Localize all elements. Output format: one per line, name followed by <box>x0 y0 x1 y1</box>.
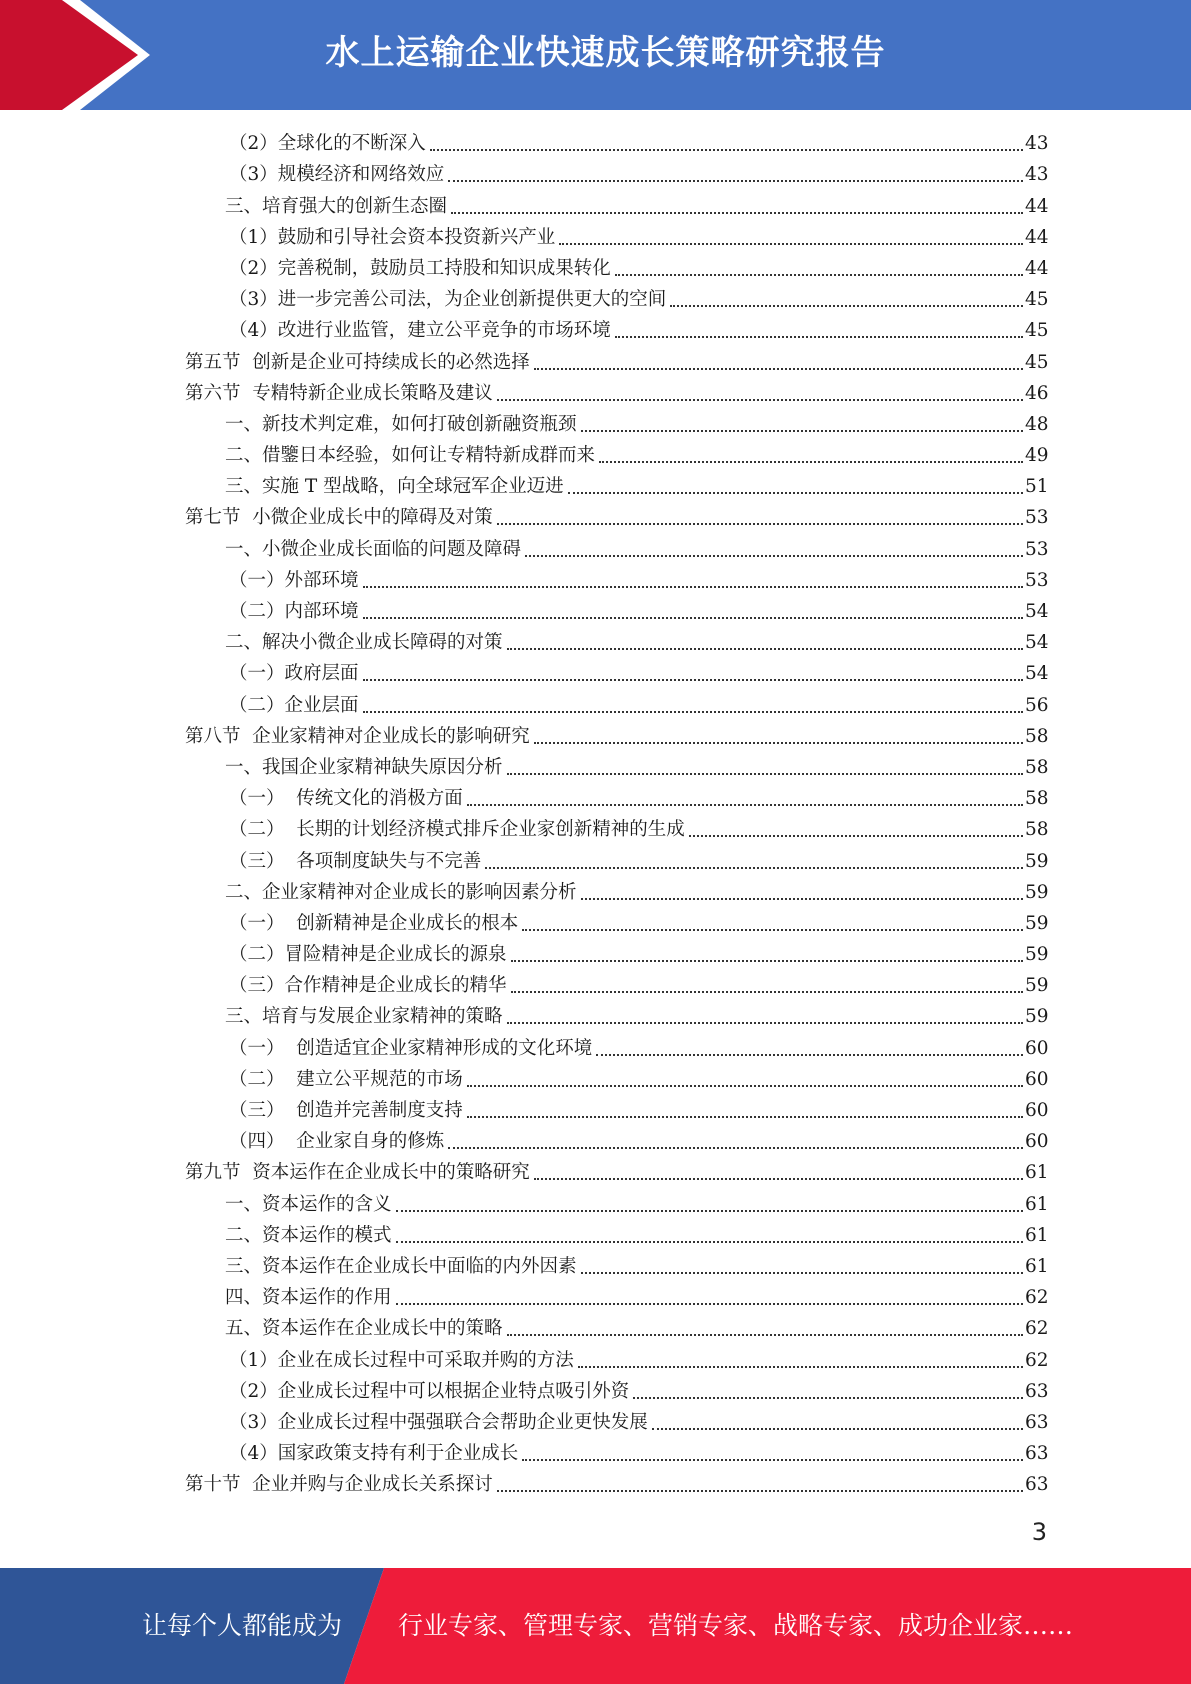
toc-dot-leader <box>507 648 1023 650</box>
toc-entry[interactable] <box>0 1251 1191 1282</box>
toc-entry-page: 51 <box>1025 476 1049 498</box>
toc-entry-page: 53 <box>1025 507 1049 529</box>
toc-entry-label: （一） 传统文化的消极方面 <box>229 788 463 810</box>
toc-entry-label: 三、培育强大的创新生态圈 <box>225 195 448 217</box>
toc-entry[interactable] <box>0 1438 1191 1469</box>
toc-entry-page: 44 <box>1025 226 1049 248</box>
toc-dot-leader <box>581 1272 1023 1274</box>
toc-entry[interactable] <box>0 1001 1191 1032</box>
toc-dot-leader <box>568 492 1023 494</box>
toc-entry-label: 三、资本运作在企业成长中面临的内外因素 <box>225 1255 577 1277</box>
toc-entry-page: 59 <box>1025 912 1049 934</box>
toc-entry[interactable] <box>0 1064 1191 1095</box>
table-of-contents <box>0 128 1191 1500</box>
toc-entry-page: 54 <box>1025 632 1049 654</box>
toc-dot-leader <box>448 180 1023 182</box>
toc-entry[interactable] <box>0 190 1191 221</box>
toc-dot-leader <box>497 523 1023 525</box>
toc-entry-label: （四） 企业家自身的修炼 <box>229 1131 445 1153</box>
toc-entry[interactable] <box>0 1376 1191 1407</box>
toc-entry[interactable] <box>0 1282 1191 1313</box>
toc-entry[interactable] <box>0 159 1191 190</box>
toc-entry[interactable] <box>0 1095 1191 1126</box>
toc-entry-page: 62 <box>1025 1318 1049 1340</box>
toc-entry-label: （二）内部环境 <box>229 601 359 622</box>
toc-entry-label: 第九节 资本运作在企业成长中的策略研究 <box>185 1162 530 1184</box>
toc-entry-label: （二） 建立公平规范的市场 <box>229 1068 463 1090</box>
toc-dot-leader <box>507 773 1023 775</box>
toc-dot-leader <box>507 1022 1023 1024</box>
toc-entry-label: （二）冒险精神是企业成长的源泉 <box>229 944 507 966</box>
toc-entry-page: 58 <box>1025 725 1049 747</box>
toc-dot-leader <box>615 274 1023 276</box>
toc-entry-page: 58 <box>1025 756 1049 778</box>
toc-entry-page: 43 <box>1025 133 1049 155</box>
toc-entry[interactable] <box>0 1220 1191 1251</box>
toc-dot-leader <box>581 430 1023 432</box>
toc-dot-leader <box>633 1397 1023 1399</box>
toc-entry-page: 48 <box>1025 413 1049 435</box>
toc-entry-label: 三、实施 T 型战略，向全球冠军企业迈进 <box>225 476 564 498</box>
toc-dot-leader <box>448 1147 1023 1149</box>
toc-entry-page: 45 <box>1025 289 1049 311</box>
toc-entry-label: 二、解决小微企业成长障碍的对策 <box>225 632 503 654</box>
toc-dot-leader <box>522 1459 1023 1461</box>
toc-entry-page: 56 <box>1025 694 1049 716</box>
toc-entry-label: 二、借鑒日本经验，如何让专精特新成群而来 <box>225 445 596 467</box>
toc-entry-label: （二）企业层面 <box>229 694 359 716</box>
toc-entry-label: （三）合作精神是企业成长的精华 <box>229 975 507 997</box>
toc-entry-label: （二） 长期的计划经济模式排斥企业家创新精神的生成 <box>229 819 685 841</box>
toc-entry-page: 61 <box>1025 1255 1049 1277</box>
toc-entry[interactable] <box>0 440 1191 471</box>
toc-entry-label: （一） 创造适宜企业家精神形成的文化环境 <box>229 1037 593 1059</box>
toc-dot-leader <box>396 1210 1023 1212</box>
toc-entry[interactable] <box>0 315 1191 346</box>
toc-entry[interactable] <box>0 596 1191 627</box>
toc-entry-label: （1）鼓励和引导社会资本投资新兴产业 <box>229 226 556 248</box>
toc-entry-label: 二、资本运作的模式 <box>225 1224 392 1246</box>
toc-entry-label: （三） 各项制度缺失与不完善 <box>229 850 482 872</box>
footer-slogan-left: 让每个人都能成为 <box>142 1611 343 1640</box>
toc-entry-label: 一、新技术判定难，如何打破创新融资瓶颈 <box>225 413 577 435</box>
toc-entry[interactable] <box>0 1313 1191 1344</box>
toc-dot-leader <box>497 1490 1023 1492</box>
toc-entry-label: 二、企业家精神对企业成长的影响因素分析 <box>225 881 577 903</box>
toc-entry-label: 四、资本运作的作用 <box>225 1287 392 1309</box>
toc-entry-page: 61 <box>1025 1224 1049 1246</box>
toc-dot-leader <box>596 1054 1023 1056</box>
footer-slogan-right: 行业专家、管理专家、营销专家、战略专家、成功企业家…… <box>398 1611 1074 1640</box>
toc-dot-leader <box>615 336 1023 338</box>
toc-dot-leader <box>599 461 1023 463</box>
toc-entry-page: 53 <box>1025 569 1049 591</box>
toc-entry-page: 45 <box>1025 320 1049 342</box>
toc-entry-label: 一、我国企业家精神缺失原因分析 <box>225 756 503 778</box>
toc-entry-page: 59 <box>1025 975 1049 997</box>
toc-dot-leader <box>451 212 1023 214</box>
toc-entry[interactable] <box>0 471 1191 502</box>
toc-entry[interactable] <box>0 658 1191 689</box>
toc-entry-page: 49 <box>1025 445 1049 467</box>
toc-dot-leader <box>581 898 1023 900</box>
toc-entry-page: 59 <box>1025 881 1049 903</box>
toc-entry-page: 60 <box>1025 1068 1049 1090</box>
header-banner <box>0 0 1191 110</box>
toc-entry-page: 63 <box>1025 1411 1049 1433</box>
toc-entry-label: 第十节 企业并购与企业成长关系探讨 <box>185 1474 493 1496</box>
page-number: 3 <box>1031 1518 1047 1546</box>
toc-dot-leader <box>652 1428 1023 1430</box>
toc-entry-page: 63 <box>1025 1380 1049 1402</box>
footer-banner <box>0 1568 1191 1684</box>
toc-entry-page: 60 <box>1025 1037 1049 1059</box>
toc-entry-page: 58 <box>1025 819 1049 841</box>
toc-dot-leader <box>559 243 1023 245</box>
toc-entry-page: 54 <box>1025 663 1049 685</box>
toc-entry-page: 61 <box>1025 1193 1049 1215</box>
toc-entry-page: 59 <box>1025 850 1049 872</box>
toc-entry[interactable] <box>0 689 1191 720</box>
toc-entry[interactable] <box>0 970 1191 1001</box>
toc-entry[interactable] <box>0 783 1191 814</box>
toc-entry[interactable] <box>0 1188 1191 1219</box>
toc-entry[interactable] <box>0 533 1191 564</box>
toc-entry-label: 三、培育与发展企业家精神的策略 <box>225 1006 503 1028</box>
toc-entry[interactable] <box>0 409 1191 440</box>
toc-entry-label: 第七节 小微企业成长中的障碍及对策 <box>185 507 493 529</box>
toc-entry[interactable] <box>0 284 1191 315</box>
toc-entry-page: 53 <box>1025 538 1049 560</box>
toc-entry-label: 五、资本运作在企业成长中的策略 <box>225 1318 503 1340</box>
toc-dot-leader <box>522 929 1023 931</box>
toc-entry-page: 44 <box>1025 257 1049 279</box>
toc-entry-page: 46 <box>1025 382 1049 404</box>
toc-entry-label: （一） 创新精神是企业成长的根本 <box>229 912 519 934</box>
toc-dot-leader <box>363 711 1023 713</box>
toc-entry-page: 63 <box>1025 1474 1049 1496</box>
report-title: 水上运输企业快速成长策略研究报告 <box>325 33 886 73</box>
toc-entry-page: 60 <box>1025 1100 1049 1121</box>
toc-entry-label: 第八节 企业家精神对企业成长的影响研究 <box>185 725 530 747</box>
toc-entry[interactable] <box>0 502 1191 533</box>
toc-entry[interactable] <box>0 752 1191 783</box>
toc-dot-leader <box>467 804 1023 806</box>
toc-entry-page: 59 <box>1025 944 1049 966</box>
toc-entry-page: 44 <box>1025 195 1049 217</box>
toc-entry[interactable] <box>0 1157 1191 1188</box>
toc-dot-leader <box>534 1178 1023 1180</box>
toc-dot-leader <box>534 368 1023 370</box>
toc-entry-label: （4）国家政策支持有利于企业成长 <box>229 1443 519 1465</box>
toc-dot-leader <box>485 867 1023 869</box>
toc-entry-page: 59 <box>1025 1006 1049 1028</box>
toc-entry[interactable] <box>0 814 1191 845</box>
toc-entry-page: 60 <box>1025 1131 1049 1153</box>
toc-entry[interactable] <box>0 1032 1191 1063</box>
toc-entry[interactable] <box>0 845 1191 876</box>
toc-dot-leader <box>689 835 1023 837</box>
toc-entry-page: 63 <box>1025 1443 1049 1465</box>
toc-entry-label: 一、小微企业成长面临的问题及障碍 <box>225 538 522 560</box>
toc-entry-page: 43 <box>1025 164 1049 186</box>
toc-dot-leader <box>497 399 1023 401</box>
toc-entry-label: （2）完善税制，鼓励员工持股和知识成果转化 <box>229 257 611 279</box>
toc-entry[interactable] <box>0 128 1191 159</box>
toc-entry[interactable] <box>0 222 1191 253</box>
toc-entry-label: （一）外部环境 <box>229 569 359 591</box>
toc-entry-label: （3）企业成长过程中强强联合会帮助企业更快发展 <box>229 1411 648 1433</box>
toc-entry-label: （2）企业成长过程中可以根据企业特点吸引外资 <box>229 1380 630 1402</box>
toc-entry-label: （3）进一步完善公司法，为企业创新提供更大的空间 <box>229 289 667 311</box>
toc-entry-label: （一）政府层面 <box>229 663 359 685</box>
toc-entry-page: 54 <box>1025 601 1049 622</box>
toc-entry-page: 58 <box>1025 788 1049 810</box>
toc-dot-leader <box>534 742 1023 744</box>
toc-entry-label: （3）规模经济和网络效应 <box>229 164 445 186</box>
toc-dot-leader <box>430 149 1023 151</box>
toc-entry[interactable] <box>0 721 1191 752</box>
toc-dot-leader <box>670 305 1023 307</box>
toc-dot-leader <box>578 1366 1023 1368</box>
toc-dot-leader <box>525 555 1023 557</box>
toc-entry[interactable] <box>0 1469 1191 1500</box>
toc-entry[interactable] <box>0 1407 1191 1438</box>
toc-entry-label: （2）全球化的不断深入 <box>229 133 426 155</box>
toc-entry-label: （4）改进行业监管，建立公平竞争的市场环境 <box>229 320 611 342</box>
toc-dot-leader <box>467 1116 1023 1118</box>
toc-entry[interactable] <box>0 253 1191 284</box>
toc-entry-page: 45 <box>1025 351 1049 373</box>
toc-entry[interactable] <box>0 565 1191 596</box>
toc-dot-leader <box>363 617 1023 619</box>
toc-entry-label: 第六节 专精特新企业成长策略及建议 <box>185 382 493 404</box>
toc-dot-leader <box>396 1241 1023 1243</box>
toc-entry[interactable] <box>0 346 1191 377</box>
toc-dot-leader <box>507 1334 1023 1336</box>
toc-dot-leader <box>396 1303 1023 1305</box>
toc-entry-label: 第五节 创新是企业可持续成长的必然选择 <box>185 351 530 373</box>
toc-entry-page: 62 <box>1025 1349 1049 1371</box>
toc-entry[interactable] <box>0 378 1191 409</box>
toc-dot-leader <box>467 1085 1023 1087</box>
toc-entry-label: （三） 创造并完善制度支持 <box>229 1100 463 1121</box>
toc-entry[interactable] <box>0 908 1191 939</box>
toc-dot-leader <box>511 960 1023 962</box>
toc-dot-leader <box>363 679 1023 681</box>
toc-entry[interactable] <box>0 1344 1191 1375</box>
toc-entry[interactable] <box>0 1126 1191 1157</box>
toc-entry-page: 62 <box>1025 1287 1049 1309</box>
toc-entry[interactable] <box>0 877 1191 908</box>
toc-entry[interactable] <box>0 939 1191 970</box>
toc-entry[interactable] <box>0 627 1191 658</box>
toc-entry-label: （1）企业在成长过程中可采取并购的方法 <box>229 1349 574 1371</box>
toc-entry-page: 61 <box>1025 1162 1049 1184</box>
toc-dot-leader <box>363 586 1023 588</box>
toc-entry-label: 一、资本运作的含义 <box>225 1193 392 1215</box>
toc-dot-leader <box>511 991 1023 993</box>
